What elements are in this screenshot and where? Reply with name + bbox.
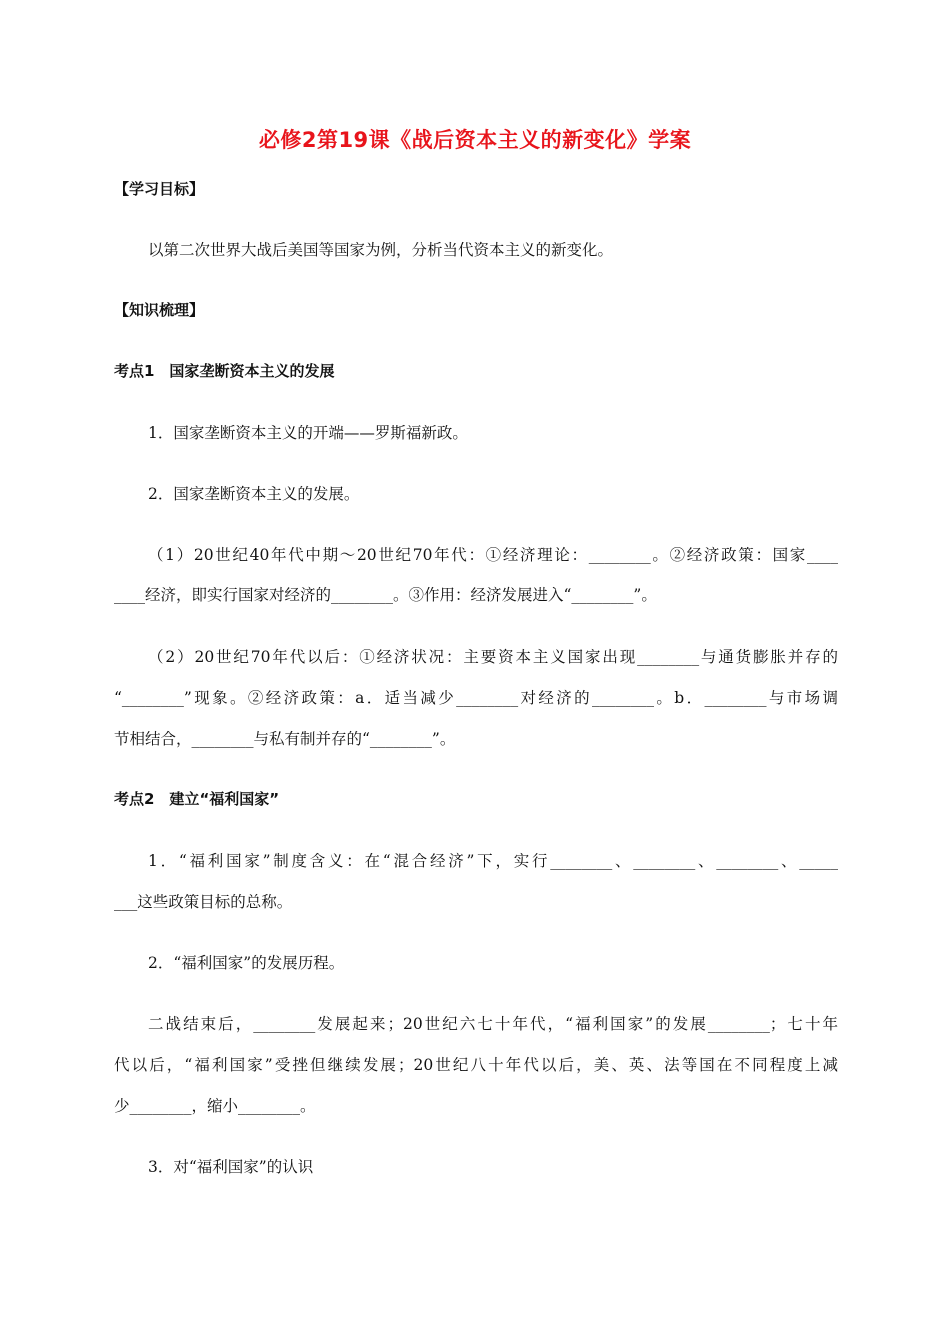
- paragraph-line: （1）20世纪40年代中期～20世纪70年代：①经济理论：________。②经济政策：国家____: [148, 546, 838, 564]
- paragraph-line: 少________，缩小________。: [114, 1097, 316, 1115]
- paragraph-item: 3．对“福利国家”的认识: [148, 1158, 314, 1176]
- section-heading-knowledge: 【知识梳理】: [114, 301, 205, 319]
- paragraph-line: 代以后，“福利国家”受挫但继续发展；20世纪八十年代以后，美、英、法等国在不同程度上减: [114, 1056, 838, 1074]
- paragraph-item: 1．国家垄断资本主义的开端——罗斯福新政。: [148, 424, 468, 442]
- paragraph-line: （2）20世纪70年代以后：①经济状况：主要资本主义国家出现________与通货膨胀并存的: [148, 648, 838, 666]
- paragraph-line: ____经济，即实行国家对经济的________。③作用：经济发展进入“________”。: [114, 586, 657, 604]
- paragraph-line: 节相结合，________与私有制并存的“________”。: [114, 730, 456, 748]
- paragraph-item: 2．国家垄断资本主义的发展。: [148, 485, 360, 503]
- topic-heading-1: 考点1 国家垄断资本主义的发展: [114, 362, 335, 380]
- document-title: 必修2第19课《战后资本主义的新变化》学案: [258, 128, 692, 152]
- paragraph-item: 2．“福利国家”的发展历程。: [148, 954, 345, 972]
- topic-heading-2: 考点2 建立“福利国家”: [114, 790, 280, 808]
- learning-goal-text: 以第二次世界大战后美国等国家为例，分析当代资本主义的新变化。: [148, 241, 614, 259]
- paragraph-line: 1．“福利国家”制度含义：在“混合经济”下，实行________、________、________、_____: [148, 852, 838, 870]
- paragraph-line: ___这些政策目标的总称。: [114, 893, 293, 911]
- paragraph-line: 二战结束后，________发展起来；20世纪六七十年代，“福利国家”的发展________；七十年: [148, 1015, 838, 1033]
- paragraph-line: “________”现象。②经济政策：a．适当减少________对经济的________。b．________与市场调: [114, 689, 838, 707]
- section-heading-learning-goals: 【学习目标】: [114, 180, 205, 198]
